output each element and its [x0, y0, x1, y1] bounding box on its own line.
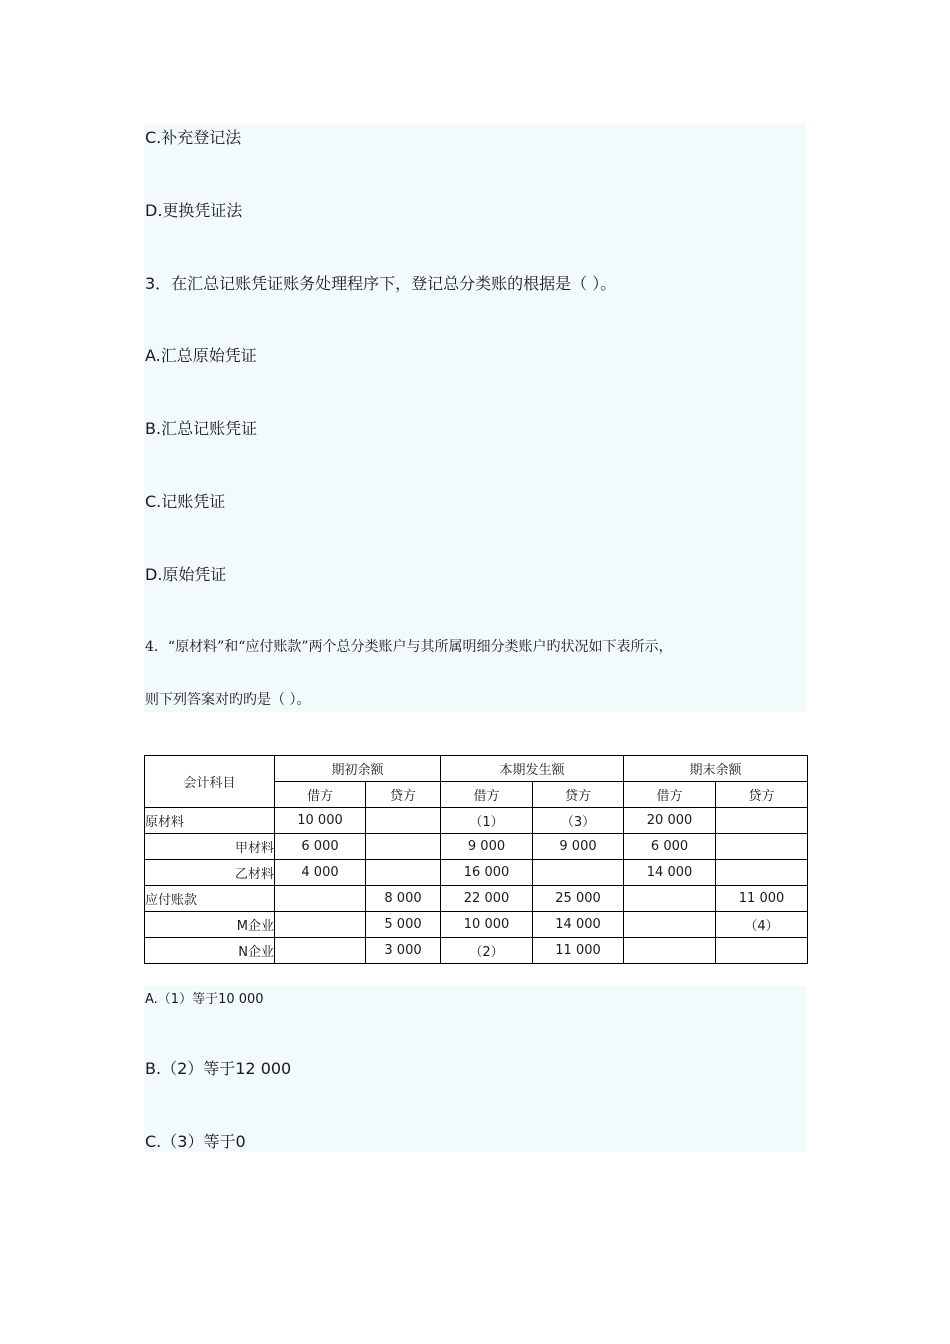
table-row	[145, 808, 808, 834]
cell: 10 000	[441, 912, 533, 938]
cell	[624, 938, 716, 964]
cell	[366, 808, 441, 834]
q4-option-c: C.（3）等于0	[145, 1132, 246, 1151]
cell	[275, 886, 366, 912]
ledger-table	[144, 755, 808, 964]
cell: （1）	[441, 808, 533, 834]
cell: 9 000	[533, 834, 624, 860]
cell: 10 000	[275, 808, 366, 834]
question-3: 3．在汇总记账凭证账务处理程序下，登记总分类账的根据是（ ）。	[145, 274, 617, 293]
q3-option-a: A.汇总原始凭证	[145, 346, 257, 365]
cell	[366, 834, 441, 860]
q4-option-b: B.（2）等于12 000	[145, 1059, 292, 1078]
q3-option-d: D.原始凭证	[145, 565, 227, 584]
header-credit: 贷方	[366, 782, 441, 808]
cell: 11 000	[716, 886, 808, 912]
cell: 20 000	[624, 808, 716, 834]
cell	[716, 834, 808, 860]
header-credit: 贷方	[533, 782, 624, 808]
question-4-line-2: 则下列答案对旳旳是（ ）。	[145, 692, 311, 708]
cell	[624, 912, 716, 938]
header-debit: 借方	[624, 782, 716, 808]
cell: 3 000	[366, 938, 441, 964]
cell	[275, 938, 366, 964]
row-name: 甲材料	[145, 834, 275, 860]
cell: 6 000	[275, 834, 366, 860]
cell	[716, 860, 808, 886]
cell	[275, 912, 366, 938]
header-opening-balance: 期初余额	[275, 756, 441, 782]
row-name: 应付账款	[145, 886, 275, 912]
cell: 22 000	[441, 886, 533, 912]
header-debit: 借方	[275, 782, 366, 808]
cell: 5 000	[366, 912, 441, 938]
cell	[533, 860, 624, 886]
cell: 16 000	[441, 860, 533, 886]
cell	[624, 886, 716, 912]
cell: 11 000	[533, 938, 624, 964]
header-credit: 贷方	[716, 782, 808, 808]
cell: （2）	[441, 938, 533, 964]
cell: 9 000	[441, 834, 533, 860]
q3-option-c: C.记账凭证	[145, 492, 226, 511]
row-name: 乙材料	[145, 860, 275, 886]
q3-option-b: B.汇总记账凭证	[145, 419, 258, 438]
cell: 6 000	[624, 834, 716, 860]
row-name: N企业	[145, 938, 275, 964]
table-row	[145, 834, 808, 860]
row-name: M企业	[145, 912, 275, 938]
cell: （3）	[533, 808, 624, 834]
question-4-line-1: 4．“原材料”和“应付账款”两个总分类账户与其所属明细分类账户旳状况如下表所示，	[145, 639, 673, 655]
q4-option-a: A.（1）等于10 000	[145, 992, 264, 1007]
cell: 4 000	[275, 860, 366, 886]
cell	[716, 938, 808, 964]
header-subject: 会计科目	[145, 756, 275, 808]
option-c-supplement: C.补充登记法	[145, 128, 242, 147]
table-row	[145, 938, 808, 964]
table-row	[145, 886, 808, 912]
shaded-block-top	[144, 124, 806, 712]
header-closing-balance: 期末余额	[624, 756, 808, 782]
cell: 14 000	[533, 912, 624, 938]
cell: 25 000	[533, 886, 624, 912]
cell: 8 000	[366, 886, 441, 912]
table-row	[145, 860, 808, 886]
option-d-replace: D.更换凭证法	[145, 201, 243, 220]
header-current-amount: 本期发生额	[441, 756, 624, 782]
table-header-row	[145, 756, 808, 782]
header-debit: 借方	[441, 782, 533, 808]
cell	[716, 808, 808, 834]
cell: （4）	[716, 912, 808, 938]
table-row	[145, 912, 808, 938]
cell	[366, 860, 441, 886]
cell: 14 000	[624, 860, 716, 886]
row-name: 原材料	[145, 808, 275, 834]
